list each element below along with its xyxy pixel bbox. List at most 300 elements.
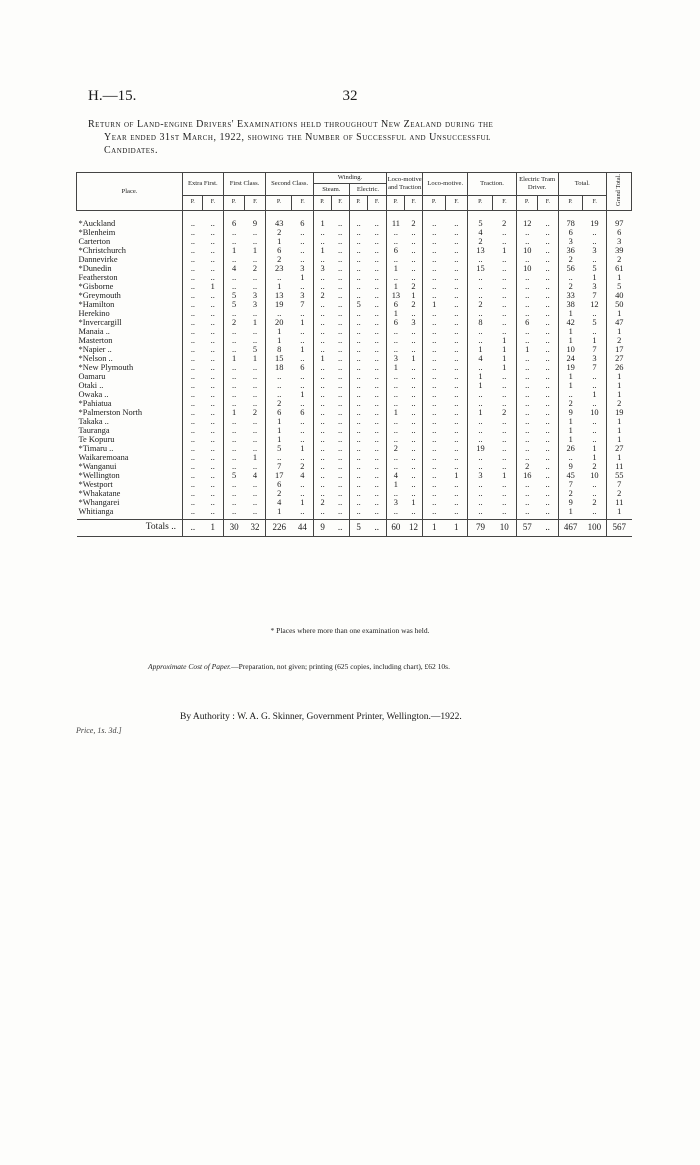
value-cell: .. xyxy=(545,389,550,399)
value-cell: .. xyxy=(387,489,405,498)
place-cell: *Gisborne xyxy=(78,281,114,291)
value-cell: 1 xyxy=(300,317,305,327)
value-cell: .. xyxy=(210,434,215,444)
footnote: * Places where more than one examination was held. xyxy=(270,626,430,635)
value-cell: .. xyxy=(313,336,331,345)
total-cell: 226 xyxy=(266,519,292,536)
value-cell: .. xyxy=(313,471,331,480)
value-cell: .. xyxy=(545,425,550,435)
value-cell: 10 xyxy=(516,264,537,273)
winding-header: Winding. xyxy=(313,173,386,184)
value-cell: .. xyxy=(516,480,537,489)
value-cell: .. xyxy=(349,399,367,408)
value-cell: 1 xyxy=(607,426,632,435)
value-cell: 13 xyxy=(387,291,405,300)
value-cell: .. xyxy=(387,417,405,426)
value-cell: .. xyxy=(502,425,507,435)
value-cell: .. xyxy=(411,461,416,471)
value-cell: .. xyxy=(411,335,416,345)
value-cell: .. xyxy=(545,353,550,363)
locomotive-traction-header: Loco-motive and Traction xyxy=(387,173,423,196)
value-cell: .. xyxy=(313,363,331,372)
value-cell: .. xyxy=(468,282,493,291)
value-cell: .. xyxy=(374,218,379,228)
value-cell: .. xyxy=(423,309,446,318)
value-cell: .. xyxy=(183,471,203,480)
value-cell: .. xyxy=(516,435,537,444)
value-cell: .. xyxy=(493,507,517,520)
value-cell: .. xyxy=(223,273,244,282)
value-cell: .. xyxy=(349,282,367,291)
value-cell: 13 xyxy=(266,291,292,300)
value-cell: .. xyxy=(545,245,550,255)
value-cell: .. xyxy=(516,453,537,462)
value-cell: 1 xyxy=(468,381,493,390)
value-cell: .. xyxy=(468,453,493,462)
value-cell: 1 xyxy=(607,372,632,381)
failed-header: F. xyxy=(331,195,349,210)
value-cell: .. xyxy=(454,452,459,462)
value-cell: .. xyxy=(183,417,203,426)
value-cell: .. xyxy=(387,336,405,345)
value-cell: .. xyxy=(545,407,550,417)
value-cell: .. xyxy=(545,326,550,336)
value-cell: .. xyxy=(423,408,446,417)
value-cell: 1 xyxy=(502,335,507,345)
value-cell: 3 xyxy=(300,263,305,273)
value-cell: .. xyxy=(387,327,405,336)
value-cell: 6 xyxy=(558,228,583,237)
table-row xyxy=(77,273,632,282)
value-cell: 1 xyxy=(387,363,405,372)
value-cell: .. xyxy=(313,480,331,489)
value-cell: .. xyxy=(502,389,507,399)
value-cell: 4 xyxy=(223,264,244,273)
value-cell: .. xyxy=(545,398,550,408)
value-cell: .. xyxy=(313,489,331,498)
value-cell: 50 xyxy=(607,300,632,309)
value-cell: 2 xyxy=(558,489,583,498)
value-cell: .. xyxy=(223,399,244,408)
place-cell: Dannevirke xyxy=(78,254,118,264)
value-cell: .. xyxy=(349,228,367,237)
value-cell: .. xyxy=(349,255,367,264)
value-cell: 5 xyxy=(592,317,597,327)
value-cell: .. xyxy=(210,479,215,489)
value-cell: .. xyxy=(592,326,597,336)
value-cell: .. xyxy=(183,246,203,255)
value-cell: .. xyxy=(313,399,331,408)
value-cell: .. xyxy=(313,372,331,381)
value-cell: .. xyxy=(349,480,367,489)
value-cell: .. xyxy=(183,489,203,498)
value-cell: 17 xyxy=(607,345,632,354)
value-cell: .. xyxy=(374,317,379,327)
value-cell: 1 xyxy=(300,443,305,453)
value-cell: .. xyxy=(454,443,459,453)
value-cell: .. xyxy=(502,452,507,462)
value-cell: .. xyxy=(516,417,537,426)
value-cell: 3 xyxy=(252,290,258,300)
value-cell: .. xyxy=(545,281,550,291)
table-row xyxy=(77,498,632,507)
value-cell: .. xyxy=(516,228,537,237)
value-cell: .. xyxy=(516,372,537,381)
value-cell: 1 xyxy=(266,282,292,291)
value-cell: .. xyxy=(387,462,405,471)
value-cell: .. xyxy=(313,390,331,399)
value-cell: .. xyxy=(423,228,446,237)
value-cell: 2 xyxy=(252,263,258,273)
value-cell: .. xyxy=(411,452,416,462)
value-cell: .. xyxy=(223,480,244,489)
table-row xyxy=(77,408,632,417)
value-cell: .. xyxy=(545,335,550,345)
value-cell: .. xyxy=(454,254,459,264)
value-cell: 1 xyxy=(607,327,632,336)
failed-header: F. xyxy=(445,195,468,210)
value-cell: .. xyxy=(349,354,367,363)
value-cell: 1 xyxy=(266,327,292,336)
value-cell: 3 xyxy=(592,245,597,255)
value-cell: 6 xyxy=(516,318,537,327)
table-row xyxy=(77,489,632,498)
value-cell: 2 xyxy=(558,282,583,291)
value-cell: 6 xyxy=(266,408,292,417)
value-cell: .. xyxy=(423,291,446,300)
place-cell: Carterton xyxy=(78,236,111,246)
value-cell: 1 xyxy=(502,353,507,363)
value-cell: .. xyxy=(502,326,507,336)
value-cell: .. xyxy=(411,416,416,426)
value-cell: .. xyxy=(545,227,550,237)
value-cell: .. xyxy=(266,309,292,318)
value-cell: .. xyxy=(349,237,367,246)
place-cell: *Greymouth xyxy=(78,290,121,300)
value-cell: 1 xyxy=(592,452,597,462)
value-cell: 1 xyxy=(266,417,292,426)
value-cell: .. xyxy=(252,272,258,282)
failed-header: F. xyxy=(245,195,266,210)
value-cell: .. xyxy=(583,507,607,520)
value-cell: 5 xyxy=(349,300,367,309)
value-cell: .. xyxy=(210,227,215,237)
authority-line: By Authority : W. A. G. Skinner, Government Printer, Wellington.—1922. xyxy=(180,712,462,722)
value-cell: 4 xyxy=(468,354,493,363)
value-cell: .. xyxy=(454,434,459,444)
value-cell: 1 xyxy=(454,470,459,480)
place-cell: Oamaru xyxy=(78,371,106,381)
table-row xyxy=(77,462,632,471)
value-cell: .. xyxy=(349,471,367,480)
value-cell: .. xyxy=(252,488,258,498)
value-cell: .. xyxy=(374,299,379,309)
table-body xyxy=(77,210,632,536)
value-cell: .. xyxy=(210,245,215,255)
value-cell: 1 xyxy=(558,507,583,520)
value-cell: .. xyxy=(387,237,405,246)
total-cell: .. xyxy=(367,519,386,536)
value-cell: .. xyxy=(252,362,258,372)
value-cell: .. xyxy=(183,345,203,354)
value-cell: .. xyxy=(454,371,459,381)
second-class-header: Second Class. xyxy=(266,173,313,196)
value-cell: 5 xyxy=(607,282,632,291)
value-cell: .. xyxy=(454,389,459,399)
value-cell: .. xyxy=(338,254,343,264)
value-cell: .. xyxy=(545,416,550,426)
value-cell: 1 xyxy=(300,497,305,507)
value-cell: .. xyxy=(349,372,367,381)
value-cell: .. xyxy=(252,425,258,435)
table-row xyxy=(77,507,632,520)
table-row xyxy=(77,282,632,291)
value-cell: .. xyxy=(252,461,258,471)
value-cell: 3 xyxy=(592,353,597,363)
value-cell: .. xyxy=(300,371,305,381)
value-cell: .. xyxy=(516,507,537,520)
value-cell: .. xyxy=(516,444,537,453)
table-row xyxy=(77,381,632,390)
value-cell: 2 xyxy=(558,399,583,408)
value-cell: .. xyxy=(349,453,367,462)
place-cell: *Wanganui xyxy=(78,461,117,471)
value-cell: .. xyxy=(411,236,416,246)
value-cell: .. xyxy=(423,255,446,264)
value-cell: .. xyxy=(592,479,597,489)
electric-tram-header: Electric Tram Driver. xyxy=(516,173,558,196)
value-cell: .. xyxy=(313,237,331,246)
value-cell: .. xyxy=(516,408,537,417)
value-cell: .. xyxy=(183,363,203,372)
value-cell: 56 xyxy=(558,264,583,273)
value-cell: 26 xyxy=(607,363,632,372)
value-cell: 1 xyxy=(558,372,583,381)
value-cell: .. xyxy=(423,507,446,520)
value-cell: .. xyxy=(502,254,507,264)
table-row xyxy=(77,363,632,372)
table-row xyxy=(77,417,632,426)
passed-header: P. xyxy=(313,195,331,210)
page-number: 32 xyxy=(342,88,358,104)
failed-header: F. xyxy=(583,195,607,210)
value-cell: .. xyxy=(223,390,244,399)
value-cell: .. xyxy=(411,407,416,417)
table-row xyxy=(77,444,632,453)
value-cell: .. xyxy=(223,453,244,462)
value-cell: 2 xyxy=(252,407,258,417)
value-cell: 2 xyxy=(266,255,292,264)
place-cell: Tauranga xyxy=(78,425,110,435)
table-row xyxy=(77,426,632,435)
value-cell: .. xyxy=(545,497,550,507)
value-cell: 1 xyxy=(252,353,258,363)
value-cell: .. xyxy=(223,372,244,381)
value-cell: .. xyxy=(411,443,416,453)
value-cell: 6 xyxy=(387,300,405,309)
value-cell: 7 xyxy=(266,462,292,471)
cost-note xyxy=(148,662,450,671)
value-cell: .. xyxy=(210,290,215,300)
value-cell: 1 xyxy=(223,408,244,417)
value-cell: .. xyxy=(223,345,244,354)
value-cell: .. xyxy=(423,372,446,381)
passed-header: P. xyxy=(223,195,244,210)
total-cell: .. xyxy=(538,519,558,536)
place-cell: *Auckland xyxy=(78,218,116,228)
place-cell: *Whangarei xyxy=(78,497,120,507)
value-cell: .. xyxy=(245,507,266,520)
value-cell: .. xyxy=(411,371,416,381)
place-cell: Te Kopuru xyxy=(78,434,115,444)
value-cell: 1 xyxy=(592,272,597,282)
value-cell: 1 xyxy=(558,327,583,336)
total-cell: 9 xyxy=(313,519,331,536)
value-cell: .. xyxy=(210,470,215,480)
total-cell: .. xyxy=(183,519,203,536)
value-cell: 1 xyxy=(387,309,405,318)
passed-header: P. xyxy=(266,195,292,210)
value-cell: 10 xyxy=(516,246,537,255)
value-cell: .. xyxy=(223,417,244,426)
value-cell: .. xyxy=(387,435,405,444)
value-cell: 16 xyxy=(516,471,537,480)
value-cell: .. xyxy=(592,236,597,246)
value-cell: .. xyxy=(223,462,244,471)
value-cell: .. xyxy=(252,254,258,264)
value-cell: .. xyxy=(374,407,379,417)
value-cell: .. xyxy=(423,390,446,399)
value-cell: .. xyxy=(183,309,203,318)
value-cell: .. xyxy=(592,425,597,435)
table-row xyxy=(77,318,632,327)
table-row xyxy=(77,237,632,246)
value-cell: 55 xyxy=(607,471,632,480)
value-cell: .. xyxy=(223,498,244,507)
value-cell: .. xyxy=(502,290,507,300)
place-cell: *Timaru .. xyxy=(78,443,114,453)
value-cell: .. xyxy=(558,273,583,282)
value-cell: .. xyxy=(592,488,597,498)
value-cell: .. xyxy=(338,317,343,327)
value-cell: .. xyxy=(313,381,331,390)
value-cell: 19 xyxy=(590,218,599,228)
value-cell: .. xyxy=(545,461,550,471)
value-cell: .. xyxy=(266,381,292,390)
value-cell: .. xyxy=(502,398,507,408)
value-cell: 1 xyxy=(387,408,405,417)
value-cell: 3 xyxy=(387,498,405,507)
value-cell: 7 xyxy=(592,344,597,354)
value-cell: 2 xyxy=(558,255,583,264)
value-cell: .. xyxy=(338,470,343,480)
passed-header: P. xyxy=(516,195,537,210)
value-cell: 1 xyxy=(607,417,632,426)
place-cell: *Westport xyxy=(78,479,113,489)
value-cell: .. xyxy=(183,237,203,246)
value-cell: 1 xyxy=(266,426,292,435)
value-cell: .. xyxy=(558,453,583,462)
value-cell: .. xyxy=(183,408,203,417)
value-cell: .. xyxy=(592,398,597,408)
title-line-2: Year ended 31st March, 1922, showing the Number of Successful and Unsuccessful xyxy=(104,132,491,143)
value-cell: .. xyxy=(338,452,343,462)
value-cell: 3 xyxy=(592,281,597,291)
value-cell: .. xyxy=(210,443,215,453)
value-cell: .. xyxy=(313,444,331,453)
value-cell: .. xyxy=(468,291,493,300)
value-cell: .. xyxy=(300,434,305,444)
value-cell: .. xyxy=(374,371,379,381)
value-cell: .. xyxy=(313,318,331,327)
value-cell: .. xyxy=(423,273,446,282)
value-cell: .. xyxy=(183,273,203,282)
value-cell: .. xyxy=(210,362,215,372)
value-cell: .. xyxy=(252,416,258,426)
value-cell: 1 xyxy=(516,345,537,354)
value-cell: .. xyxy=(592,227,597,237)
value-cell: .. xyxy=(516,390,537,399)
value-cell: 19 xyxy=(607,408,632,417)
value-cell: 12 xyxy=(590,299,599,309)
value-cell: .. xyxy=(252,281,258,291)
value-cell: 1 xyxy=(592,389,597,399)
value-cell: 1 xyxy=(607,381,632,390)
passed-header: P. xyxy=(183,195,203,210)
value-cell: 2 xyxy=(266,489,292,498)
value-cell: .. xyxy=(516,498,537,507)
value-cell: .. xyxy=(502,317,507,327)
value-cell: 1 xyxy=(387,264,405,273)
value-cell: 9 xyxy=(558,462,583,471)
value-cell: .. xyxy=(183,381,203,390)
value-cell: .. xyxy=(210,263,215,273)
value-cell: .. xyxy=(516,354,537,363)
value-cell: .. xyxy=(454,398,459,408)
failed-header: F. xyxy=(292,195,313,210)
value-cell: .. xyxy=(374,380,379,390)
value-cell: .. xyxy=(545,290,550,300)
value-cell: 15 xyxy=(468,264,493,273)
value-cell: .. xyxy=(300,416,305,426)
value-cell: .. xyxy=(468,255,493,264)
value-cell: .. xyxy=(349,462,367,471)
place-cell: Waikaremoana xyxy=(78,452,129,462)
value-cell: .. xyxy=(183,399,203,408)
first-class-header: First Class. xyxy=(223,173,266,196)
value-cell: 3 xyxy=(607,237,632,246)
value-cell: 2 xyxy=(502,218,507,228)
value-cell: 2 xyxy=(516,462,537,471)
value-cell: .. xyxy=(300,254,305,264)
value-cell: 2 xyxy=(607,489,632,498)
value-cell: .. xyxy=(223,444,244,453)
value-cell: 1 xyxy=(607,435,632,444)
value-cell: 1 xyxy=(502,245,507,255)
value-cell: .. xyxy=(468,327,493,336)
value-cell: .. xyxy=(411,389,416,399)
value-cell: .. xyxy=(374,290,379,300)
value-cell: .. xyxy=(349,444,367,453)
value-cell: .. xyxy=(349,489,367,498)
value-cell: .. xyxy=(183,300,203,309)
place-cell: Otaki .. xyxy=(78,380,104,390)
value-cell: 11 xyxy=(607,498,632,507)
value-cell: .. xyxy=(454,317,459,327)
value-cell: 9 xyxy=(252,218,258,228)
value-cell: 1 xyxy=(592,443,597,453)
value-cell: 1 xyxy=(252,245,258,255)
